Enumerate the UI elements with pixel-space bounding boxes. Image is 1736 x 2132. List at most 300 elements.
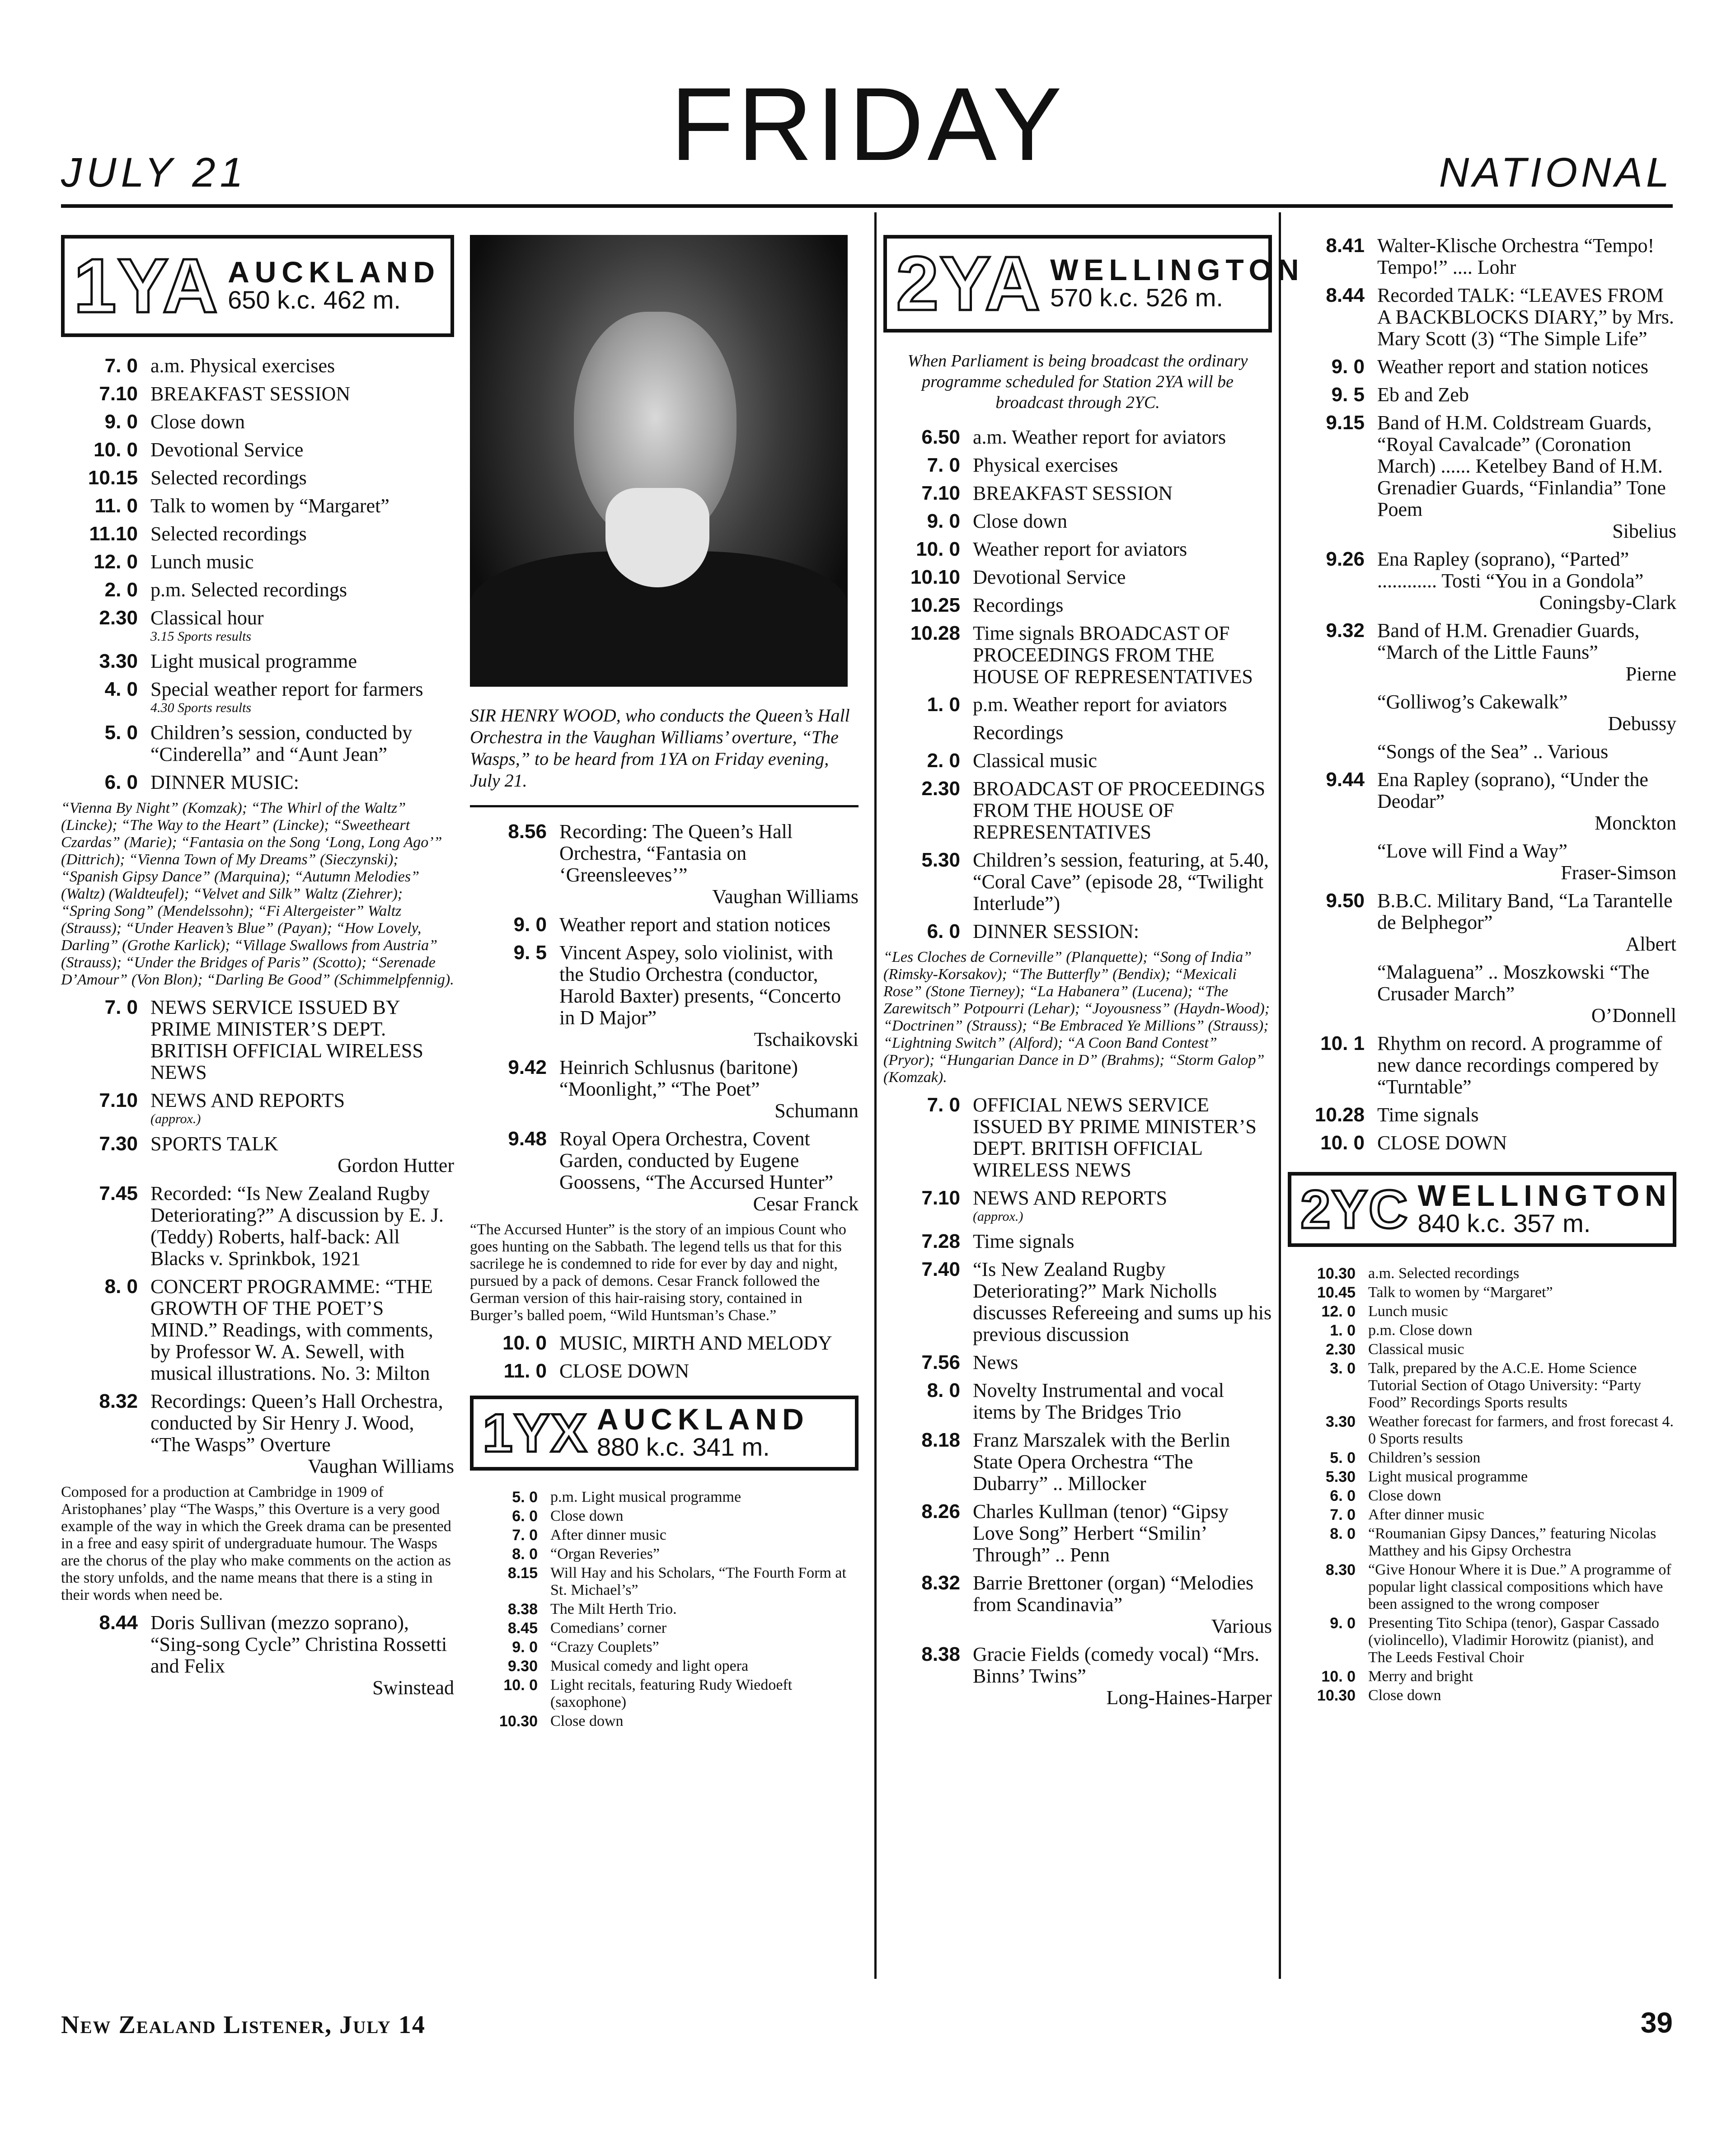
entry-text: Children’s session, conducted by “Cinderella” and “Aunt Jean” — [150, 722, 413, 765]
schedule-entry — [1288, 1360, 1676, 1411]
entry-composer: Debussy — [1608, 712, 1676, 735]
entry-text: Will Hay and his Scholars, “The Fourth Form at St. Michael’s” — [550, 1565, 846, 1598]
column-divider — [1279, 212, 1281, 1979]
entry-body — [973, 750, 1272, 772]
entry-text: Light musical programme — [1368, 1468, 1528, 1485]
schedule-entry — [61, 607, 454, 644]
entry-time: 7.40 — [921, 1258, 960, 1280]
entry-time: 8.15 — [507, 1565, 538, 1582]
station-banner-2yc — [1288, 1172, 1676, 1247]
entry-body — [1377, 1033, 1676, 1098]
entry-body — [973, 1352, 1272, 1373]
entry-time: 8. 0 — [927, 1379, 960, 1401]
divider — [470, 805, 859, 807]
entry-body — [150, 495, 454, 517]
station-banner-1yx — [470, 1396, 859, 1471]
schedule-entry — [1288, 1265, 1676, 1282]
entry-time: 10.28 — [910, 622, 960, 644]
schedule-entry — [470, 1508, 859, 1525]
entry-body — [973, 426, 1272, 448]
entry-time: 5. 0 — [512, 1489, 538, 1506]
entry-time: 9.44 — [1326, 768, 1365, 791]
dinner-music-note: “Les Cloches de Corneville” (Planquette); “Song of India” (Rimsky-Korsakov); “The Butterfly” (Bendix); “Mexicali Rose” (Stone Tierney); “La Habanera” (Lucena); “The Zarewitsch” Potpourri (Lehar); “Joyousness” (Haydn-Wood); “Doctrinen” (Strauss); “Be Embraced Ye Millions” (Strauss); “Lightning Switch” (Alford); “A Coon Band Contest” (Pryor); “Hungarian Dance in D” (Brahms); “Storm Galop” (Komzak). — [883, 949, 1270, 1086]
schedule-entry — [883, 455, 1272, 476]
entry-text: Rhythm on record. A programme of new dance recordings compered by “Turntable” — [1377, 1032, 1662, 1098]
schedule-entry — [470, 1658, 859, 1675]
parliament-notice: When Parliament is being broadcast the ordinary programme scheduled for Station 2YA will be broadcast through 2YC. — [907, 351, 1248, 412]
schedule-entry — [1288, 620, 1676, 685]
entry-body — [550, 1527, 859, 1544]
schedule-entry — [470, 1527, 859, 1544]
entry-time: 7.30 — [99, 1133, 138, 1155]
entry-text: BREAKFAST SESSION — [973, 482, 1173, 504]
entry-time: 7.10 — [99, 1089, 138, 1111]
entry-composer: Sibelius — [1612, 520, 1676, 542]
schedule-entry — [61, 1183, 454, 1270]
schedule-entry — [61, 651, 454, 672]
entry-text: “Love will Find a Way” — [1377, 840, 1567, 862]
entry-text: Recorded TALK: “LEAVES FROM A BACKBLOCKS DIARY,” by Mrs. Mary Scott (3) “The Simple Life” — [1377, 284, 1674, 350]
entry-time: 9.26 — [1326, 548, 1365, 570]
entry-body — [150, 1090, 454, 1127]
entry-text: Children’s session, featuring, at 5.40, “Coral Cave” (episode 28, “Twilight Interlude”) — [973, 849, 1269, 914]
entry-time: 10.45 — [1317, 1284, 1356, 1301]
entry-time: 2.30 — [1325, 1341, 1356, 1358]
entry-text: Weather report for aviators — [973, 538, 1187, 560]
entry-text: Recording: The Queen’s Hall Orchestra, “Fantasia on ‘Greensleeves’” — [559, 820, 793, 886]
entry-text: Selected recordings — [150, 523, 307, 545]
schedule-entry — [883, 511, 1272, 532]
entry-body — [1368, 1303, 1676, 1320]
entry-time: 3.30 — [1325, 1413, 1356, 1430]
entry-time: 10. 0 — [1320, 1132, 1365, 1154]
schedule-entry — [1288, 1615, 1676, 1666]
entry-text: a.m. Physical exercises — [150, 355, 335, 377]
entry-time: 5.30 — [921, 849, 960, 871]
entry-time: 6.50 — [921, 426, 960, 448]
schedule-list — [470, 1332, 859, 1382]
schedule-entry — [470, 821, 859, 908]
schedule-entry — [470, 1128, 859, 1215]
entry-body — [150, 551, 454, 573]
entry-text: “Golliwog’s Cakewalk” — [1377, 691, 1568, 713]
entry-subnote: 3.15 Sports results — [150, 629, 252, 644]
entry-text: CLOSE DOWN — [559, 1360, 690, 1382]
station-city: AUCKLAND — [228, 255, 441, 289]
station-banner-1ya — [61, 235, 454, 337]
station-frequency: 840 k.c. 357 m. — [1417, 1209, 1591, 1237]
entry-time: 10. 1 — [1320, 1032, 1365, 1054]
entry-time: 1. 0 — [927, 693, 960, 716]
entry-time — [1288, 840, 1377, 884]
entry-text: News — [973, 1351, 1018, 1373]
schedule-entry — [1288, 1687, 1676, 1704]
network-label: NATIONAL — [1439, 150, 1673, 196]
entry-body — [150, 579, 454, 601]
page-day-heading: FRIDAY — [670, 66, 1066, 182]
entry-text: Ena Rapley (soprano), “Parted” ............ Tosti “You in a Gondola” — [1377, 548, 1644, 592]
schedule-entry — [61, 355, 454, 377]
entry-text: p.m. Selected recordings — [150, 579, 347, 601]
entry-text: Talk, prepared by the A.C.E. Home Science Tutorial Section of Otago University: “Party Food” Recordings Sports results — [1368, 1360, 1642, 1411]
entry-composer: Various — [1211, 1615, 1272, 1637]
schedule-entry — [1288, 235, 1676, 278]
entry-body — [973, 778, 1272, 843]
entry-composer: Albert — [1625, 933, 1676, 955]
entry-text: Heinrich Schlusnus (baritone) “Moonlight,” “The Poet” — [559, 1056, 798, 1100]
header-rule — [61, 204, 1673, 208]
schedule-entry — [1288, 1506, 1676, 1523]
entry-time: 2.30 — [99, 607, 138, 629]
schedule-entry — [1288, 691, 1676, 735]
schedule-list — [61, 1612, 454, 1699]
schedule-entry — [883, 1429, 1272, 1495]
entry-body — [973, 1572, 1272, 1637]
entry-time: 7.10 — [921, 482, 960, 504]
entry-body — [550, 1639, 859, 1656]
schedule-entry — [1288, 1341, 1676, 1358]
schedule-entry — [1288, 1413, 1676, 1448]
entry-time: 7.45 — [99, 1182, 138, 1204]
schedule-entry — [61, 1276, 454, 1384]
entry-time — [1288, 741, 1377, 763]
schedule-entry — [883, 623, 1272, 688]
entry-body — [150, 383, 454, 405]
entry-body — [1377, 412, 1676, 542]
entry-text: Gracie Fields (comedy vocal) “Mrs. Binns’ Twins” — [973, 1643, 1260, 1687]
entry-body — [973, 595, 1272, 616]
entry-composer: Vaughan Williams — [308, 1455, 454, 1477]
entry-text: BROADCAST OF PROCEEDINGS FROM THE HOUSE OF REPRESENTATIVES — [973, 778, 1266, 843]
schedule-entry — [470, 1360, 859, 1382]
schedule-entry — [61, 439, 454, 461]
entry-time: 8. 0 — [512, 1546, 538, 1563]
schedule-list — [61, 997, 454, 1477]
publication-footer: New Zealand Listener, July 14 — [61, 2011, 426, 2039]
entry-body — [973, 1094, 1272, 1181]
station-frequency: 650 k.c. 462 m. — [228, 286, 401, 314]
entry-body — [1377, 1104, 1676, 1126]
entry-body — [973, 567, 1272, 588]
entry-text: Weather report and station notices — [1377, 356, 1649, 378]
entry-text: Lunch music — [1368, 1303, 1448, 1320]
entry-body — [1368, 1341, 1676, 1358]
entry-text: CLOSE DOWN — [1377, 1132, 1507, 1154]
entry-text: MUSIC, MIRTH AND MELODY — [559, 1332, 832, 1354]
entry-subnote: 4.30 Sports results — [150, 700, 252, 715]
schedule-entry — [470, 1057, 859, 1122]
entry-time: 7.28 — [921, 1230, 960, 1252]
portrait-photo — [470, 235, 848, 687]
entry-time: 10.28 — [1314, 1104, 1365, 1126]
schedule-list — [883, 1094, 1272, 1709]
schedule-entry — [883, 1644, 1272, 1709]
entry-composer: Cesar Franck — [753, 1193, 859, 1215]
schedule-entry — [470, 1639, 859, 1656]
entry-body — [559, 914, 859, 936]
schedule-entry — [883, 595, 1272, 616]
entry-text: Musical comedy and light opera — [550, 1658, 749, 1674]
entry-subnote: (approx.) — [150, 1111, 201, 1126]
entry-body — [550, 1677, 859, 1711]
station-callsign: 1YX — [483, 1403, 588, 1463]
entry-text: Band of H.M. Coldstream Guards, “Royal Cavalcade” (Coronation March) ...... Ketelbey Band of H.M. Grenadier Guards, “Finlandia” Tone Poem — [1377, 412, 1666, 520]
entry-body — [973, 1380, 1272, 1423]
entry-body — [150, 679, 454, 716]
entry-time: 8.30 — [1325, 1561, 1356, 1579]
schedule-entry — [470, 1565, 859, 1599]
entry-time: 6. 0 — [104, 771, 138, 793]
entry-text: BREAKFAST SESSION — [150, 383, 351, 405]
schedule-entry — [1288, 1468, 1676, 1485]
page-date: JULY 21 — [61, 150, 248, 196]
entry-body — [1368, 1322, 1676, 1339]
schedule-entry — [61, 383, 454, 405]
entry-text: Band of H.M. Grenadier Guards, “March of the Little Fauns” — [1377, 619, 1640, 663]
schedule-entry — [470, 1677, 859, 1711]
entry-body — [550, 1546, 859, 1563]
entry-body — [150, 355, 454, 377]
schedule-entry — [61, 523, 454, 545]
entry-text: “Give Honour Where it is Due.” A programme of popular light classical compositions which have been assigned to the wrong composer — [1368, 1561, 1671, 1612]
entry-text: Time signals — [1377, 1104, 1479, 1126]
entry-text: Merry and bright — [1368, 1668, 1473, 1685]
entry-time: 7.10 — [921, 1187, 960, 1209]
schedule-entry — [883, 694, 1272, 716]
entry-body — [1377, 285, 1676, 350]
entry-text: Doris Sullivan (mezzo soprano), “Sing-song Cycle” Christina Rossetti and Felix — [150, 1612, 447, 1677]
entry-text: B.B.C. Military Band, “La Tarantelle de Belphegor” — [1377, 890, 1673, 933]
schedule-entry — [883, 1501, 1272, 1566]
schedule-entry — [1288, 1033, 1676, 1098]
schedule-entry — [1288, 769, 1676, 834]
entry-body — [550, 1601, 859, 1618]
entry-body — [559, 1128, 859, 1215]
entry-text: Close down — [1368, 1487, 1441, 1504]
schedule-list — [1288, 235, 1676, 1154]
entry-body — [973, 1231, 1272, 1252]
entry-text: Lunch music — [150, 551, 254, 573]
entry-composer: Schumann — [774, 1100, 859, 1122]
schedule-entry — [883, 1352, 1272, 1373]
entry-text: a.m. Selected recordings — [1368, 1265, 1520, 1282]
entry-text: Devotional Service — [150, 439, 304, 461]
schedule-entry — [1288, 412, 1676, 542]
schedule-entry — [883, 921, 1272, 942]
schedule-entry — [1288, 384, 1676, 406]
entry-body — [1368, 1487, 1676, 1504]
entry-time: 7. 0 — [104, 996, 138, 1018]
entry-time: 12. 0 — [94, 551, 138, 573]
schedule-entry — [1288, 1303, 1676, 1320]
schedule-entry — [1288, 1449, 1676, 1467]
entry-body — [550, 1658, 859, 1675]
entry-body — [559, 1057, 859, 1122]
entry-body — [1368, 1668, 1676, 1685]
schedule-entry — [1288, 961, 1676, 1026]
schedule-entry — [470, 914, 859, 936]
entry-text: DINNER MUSIC: — [150, 771, 299, 793]
schedule-entry — [470, 1620, 859, 1637]
entry-body — [150, 1391, 454, 1477]
entry-time: 8.56 — [508, 820, 547, 843]
entry-text: Devotional Service — [973, 566, 1126, 588]
entry-text: Weather report and station notices — [559, 914, 831, 936]
schedule-entry — [1288, 285, 1676, 350]
entry-time: 7. 0 — [104, 355, 138, 377]
station-banner-2ya — [883, 235, 1304, 333]
entry-time: 8.44 — [1326, 284, 1365, 306]
entry-time: 8.26 — [921, 1500, 960, 1523]
entry-text: Talk to women by “Margaret” — [150, 495, 389, 517]
entry-time: 10.30 — [1317, 1265, 1356, 1282]
schedule-entry — [61, 1612, 454, 1699]
schedule-entry — [61, 1133, 454, 1176]
entry-body — [150, 467, 454, 489]
schedule-entry — [470, 1332, 859, 1354]
entry-text: Light musical programme — [150, 650, 357, 672]
schedule-entry — [1288, 840, 1676, 884]
schedule-entry — [883, 1094, 1272, 1181]
entry-body — [1377, 620, 1676, 685]
entry-body — [973, 483, 1272, 504]
schedule-entry — [883, 483, 1272, 504]
entry-time: 2. 0 — [104, 579, 138, 601]
schedule-entry — [61, 679, 454, 716]
entry-body — [150, 439, 454, 461]
station-frequency: 570 k.c. 526 m. — [1050, 283, 1223, 312]
schedule-entry — [1288, 1104, 1676, 1126]
entry-time: 9. 0 — [1330, 1615, 1356, 1632]
schedule-entry — [61, 467, 454, 489]
entry-composer: Pierne — [1625, 663, 1676, 685]
entry-body — [973, 1501, 1272, 1566]
page-number: 39 — [1640, 2006, 1673, 2039]
schedule-entry — [883, 539, 1272, 560]
entry-body — [1368, 1506, 1676, 1523]
entry-text: Barrie Brettoner (organ) “Melodies from Scandinavia” — [973, 1572, 1254, 1616]
entry-body — [1377, 961, 1676, 1026]
entry-body — [550, 1508, 859, 1525]
entry-body — [559, 1360, 859, 1382]
entry-text: Close down — [550, 1508, 624, 1524]
entry-text: Light recitals, featuring Rudy Wiedoeft (saxophone) — [550, 1677, 793, 1710]
entry-body — [973, 849, 1272, 914]
schedule-entry — [883, 567, 1272, 588]
entry-body — [973, 722, 1272, 744]
entry-text: Talk to women by “Margaret” — [1368, 1284, 1553, 1301]
entry-text: NEWS SERVICE ISSUED BY PRIME MINISTER’S DEPT. BRITISH OFFICIAL WIRELESS NEWS — [150, 996, 423, 1083]
entry-body — [973, 921, 1272, 942]
schedule-entry — [61, 579, 454, 601]
column-2ya — [883, 235, 1304, 1715]
schedule-entry — [1288, 1668, 1676, 1685]
entry-text: Time signals BROADCAST OF PROCEEDINGS FROM THE HOUSE OF REPRESENTATIVES — [973, 622, 1253, 688]
schedule-entry — [1288, 548, 1676, 614]
entry-time: 6. 0 — [927, 920, 960, 942]
entry-text: p.m. Light musical programme — [550, 1489, 741, 1505]
entry-text: Weather forecast for farmers, and frost forecast 4. 0 Sports results — [1368, 1413, 1674, 1447]
entry-text: Recorded: “Is New Zealand Rugby Deteriorating?” A discussion by E. J. (Teddy) Roberts, half-back: All Blacks v. Sprinkbok, 1921 — [150, 1182, 444, 1270]
entry-text: The Milt Herth Trio. — [550, 1601, 677, 1617]
entry-time: 6. 0 — [1330, 1487, 1356, 1504]
entry-time: 11.10 — [89, 523, 138, 545]
schedule-entry — [883, 1231, 1272, 1252]
entry-body — [150, 1133, 454, 1176]
entry-body — [973, 694, 1272, 716]
schedule-entry — [61, 551, 454, 573]
station-callsign: 2YC — [1300, 1179, 1409, 1240]
entry-time: 5. 0 — [1330, 1449, 1356, 1467]
entry-body — [559, 821, 859, 908]
schedule-entry — [61, 997, 454, 1083]
schedule-entry — [470, 942, 859, 1050]
schedule-entry — [883, 722, 1272, 744]
entry-time: 10.10 — [910, 566, 960, 588]
schedule-entry — [1288, 1322, 1676, 1339]
entry-time: 10. 0 — [916, 538, 960, 560]
entry-body — [973, 1429, 1272, 1495]
entry-body — [1377, 769, 1676, 834]
entry-text: NEWS AND REPORTS — [150, 1089, 345, 1111]
entry-text: Recordings: Queen’s Hall Orchestra, conducted by Sir Henry J. Wood, “The Wasps” Overture — [150, 1390, 443, 1456]
entry-time: 8. 0 — [1330, 1525, 1356, 1542]
entry-text: NEWS AND REPORTS — [973, 1187, 1168, 1209]
entry-body — [1377, 356, 1676, 378]
entry-composer: Fraser-Simson — [1561, 862, 1676, 884]
entry-text: “Roumanian Gipsy Dances,” featuring Nicolas Matthey and his Gipsy Orchestra — [1368, 1525, 1656, 1559]
dinner-music-note: “Vienna By Night” (Komzak); “The Whirl of the Waltz” (Lincke); “The Way to the Heart” (Lincke); “Sweetheart Czardas” (Marie); “Fantasia on the Song ‘Long, Long Ago’” (Dittrich); “Vienna Town of My Dreams” (Sieczynski); “Spanish Gipsy Dance” (Marquina); “Autumn Melodies” (Waltz) (Waldteufel); “Velvet and Silk” Waltz (Ziehrer); “Spring Song” (Mendelssohn); “Fi Altergeister” Waltz (Strauss); “Under Heaven’s Blue” (Payan); “How Lovely, Darling” (Grothe Karlick); “Village Swallows from Austria” (Strauss); “Under the Bridges of Paris” (Scotto); “Serenade D’Amour” (Von Blon); “Darling Be Good” (Schimmelpfennig). — [61, 800, 454, 988]
entry-time: 9.48 — [508, 1128, 547, 1150]
entry-body — [550, 1565, 859, 1599]
entry-body — [1377, 890, 1676, 955]
entry-time: 9. 0 — [104, 411, 138, 433]
entry-time: 10.15 — [88, 467, 138, 489]
programme-note: Composed for a production at Cambridge in 1909 of Aristophanes’ play “The Wasps,” this Overture is a very good example of the way in which the Greek drama can be presented in a free and easy spirit of undergraduate humour. The Wasps are the chorus of the play who make comments on the action as the story unfolds, and the name means that there is a sting in their words when need be. — [61, 1484, 451, 1603]
schedule-list — [470, 1489, 859, 1730]
entry-text: Comedians’ corner — [550, 1620, 667, 1636]
entry-time: 9. 5 — [513, 942, 547, 964]
entry-body — [973, 539, 1272, 560]
schedule-entry — [883, 849, 1272, 914]
entry-time: 8.32 — [99, 1390, 138, 1412]
entry-text: Physical exercises — [973, 454, 1118, 476]
schedule-entry — [61, 772, 454, 793]
entry-time: 8.32 — [921, 1572, 960, 1594]
entry-body — [559, 1332, 859, 1354]
entry-body — [1377, 741, 1676, 763]
entry-time: 9. 0 — [927, 510, 960, 532]
schedule-entry — [61, 411, 454, 433]
entry-subnote: (approx.) — [973, 1209, 1023, 1224]
entry-body — [1377, 691, 1676, 735]
entry-time: 8. 0 — [104, 1275, 138, 1298]
entry-body — [1377, 1132, 1676, 1154]
entry-body — [1368, 1413, 1676, 1448]
entry-time: 8.18 — [921, 1429, 960, 1451]
entry-time: 9.30 — [507, 1658, 538, 1675]
entry-body — [973, 455, 1272, 476]
entry-composer: Tschaikovski — [754, 1028, 859, 1050]
entry-text: a.m. Weather report for aviators — [973, 426, 1226, 448]
entry-text: CONCERT PROGRAMME: “THE GROWTH OF THE POET’S MIND.” Readings, with comments, by Professor W. A. Sewell, with musical illustrations. No. 3: Milton — [150, 1275, 433, 1384]
entry-time: 5.30 — [1325, 1468, 1356, 1485]
entry-text: OFFICIAL NEWS SERVICE ISSUED BY PRIME MINISTER’S DEPT. BRITISH OFFICIAL WIRELESS NEWS — [973, 1094, 1257, 1181]
column-divider — [874, 212, 877, 1979]
schedule-entry — [1288, 1561, 1676, 1613]
entry-body — [1368, 1468, 1676, 1485]
entry-time: 9.32 — [1326, 619, 1365, 642]
